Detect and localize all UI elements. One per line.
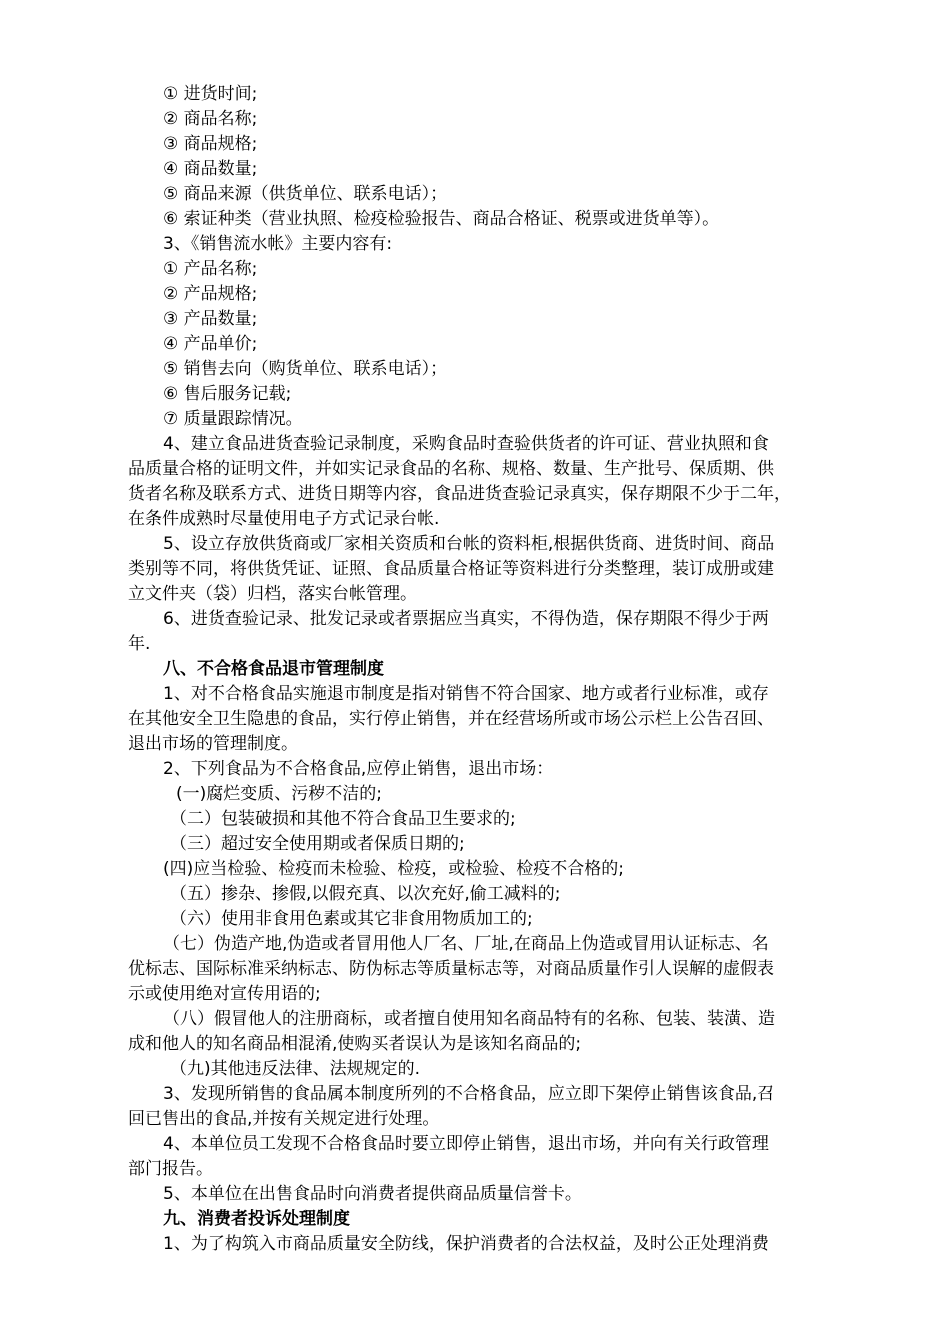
paragraph-line: 3、发现所销售的食品属本制度所列的不合格食品，应立即下架停止销售该食品,召 <box>163 1084 775 1104</box>
paragraph-line: 1、对不合格食品实施退市制度是指对销售不符合国家、地方或者行业标准，或存 <box>163 684 769 704</box>
paragraph-line: 品质量合格的证明文件，并如实记录食品的名称、规格、数量、生产批号、保质期、供 <box>128 459 774 479</box>
paragraph-line: 2、下列食品为不合格食品,应停止销售，退出市场： <box>163 759 554 779</box>
paragraph-line: 部门报告。 <box>128 1159 213 1179</box>
list-item: (一)腐烂变质、污秽不洁的; <box>176 784 382 804</box>
paragraph-line: 在其他安全卫生隐患的食品，实行停止销售，并在经营场所或市场公示栏上公告召回、 <box>128 709 774 729</box>
paragraph-line: 成和他人的知名商品相混淆,使购买者误认为是该知名商品的; <box>128 1034 582 1054</box>
paragraph-line: 立文件夹（袋）归档，落实台帐管理。 <box>128 584 417 604</box>
list-item: （八）假冒他人的注册商标，或者擅自使用知名商品特有的名称、包装、装潢、造 <box>163 1009 775 1029</box>
list-item: (四)应当检验、检疫而未检验、检疫，或检验、检疫不合格的; <box>163 859 624 879</box>
paragraph-line: 回已售出的食品,并按有关规定进行处理。 <box>128 1109 440 1129</box>
paragraph-line: 5、设立存放供货商或厂家相关资质和台帐的资料柜,根据供货商、进货时间、商品 <box>163 534 775 554</box>
list-item: ④ 商品数量; <box>163 159 258 179</box>
section-heading: 八、不合格食品退市管理制度 <box>163 659 384 679</box>
item3-title: 3、《销售流水帐》主要内容有: <box>163 234 393 254</box>
list-item: ⑥ 售后服务记载; <box>163 384 292 404</box>
paragraph-line: 5、本单位在出售食品时向消费者提供商品质量信誉卡。 <box>163 1184 582 1204</box>
list-item: ④ 产品单价; <box>163 334 258 354</box>
list-item: ③ 商品规格; <box>163 134 258 154</box>
list-item: ③ 产品数量; <box>163 309 258 329</box>
paragraph-line: 货者名称及联系方式、进货日期等内容，食品进货查验记录真实，保存期限不少于二年， <box>128 484 791 504</box>
list-item: ⑦ 质量跟踪情况。 <box>163 409 303 429</box>
list-item: ② 产品规格; <box>163 284 258 304</box>
paragraph-line: 1、为了构筑入市商品质量安全防线，保护消费者的合法权益，及时公正处理消费 <box>163 1234 769 1254</box>
paragraph-line: 4、本单位员工发现不合格食品时要立即停止销售，退出市场，并向有关行政管理 <box>163 1134 769 1154</box>
paragraph-line: 在条件成熟时尽量使用电子方式记录台帐. <box>128 509 440 529</box>
list-item: （六）使用非食用色素或其它非食用物质加工的; <box>170 909 533 929</box>
list-item: （七）伪造产地,伪造或者冒用他人厂名、厂址,在商品上伪造或冒用认证标志、名 <box>163 934 769 954</box>
list-item: （三）超过安全使用期或者保质日期的; <box>170 834 465 854</box>
paragraph-line: 6、进货查验记录、批发记录或者票据应当真实，不得伪造，保存期限不得少于两 <box>163 609 769 629</box>
paragraph-line: 类别等不同，将供货凭证、证照、食品质量合格证等资料进行分类整理，装订成册或建 <box>128 559 774 579</box>
list-item: ⑤ 商品来源（供货单位、联系电话）； <box>163 184 448 204</box>
list-item: （五）掺杂、掺假,以假充真、以次充好,偷工减料的; <box>170 884 561 904</box>
list-item: （二）包装破损和其他不符合食品卫生要求的; <box>170 809 516 829</box>
list-item: ⑥ 索证种类（营业执照、检疫检验报告、商品合格证、税票或进货单等）。 <box>163 209 720 229</box>
paragraph-line: 4、建立食品进货查验记录制度，采购食品时查验供货者的许可证、营业执照和食 <box>163 434 769 454</box>
paragraph-line: 年. <box>128 634 151 654</box>
paragraph-line: 优标志、国际标准采纳标志、防伪标志等质量标志等，对商品质量作引人误解的虚假表 <box>128 959 774 979</box>
paragraph-line: 退出市场的管理制度。 <box>128 734 298 754</box>
paragraph-line: 示或使用绝对宣传用语的; <box>128 984 321 1004</box>
section-heading: 九、消费者投诉处理制度 <box>163 1209 350 1229</box>
list-item: ② 商品名称; <box>163 109 258 129</box>
list-item: ⑤ 销售去向（购货单位、联系电话）； <box>163 359 448 379</box>
list-item: ① 进货时间; <box>163 84 258 104</box>
list-item: （九)其他违反法律、法规规定的. <box>170 1059 421 1079</box>
list-item: ① 产品名称; <box>163 259 258 279</box>
